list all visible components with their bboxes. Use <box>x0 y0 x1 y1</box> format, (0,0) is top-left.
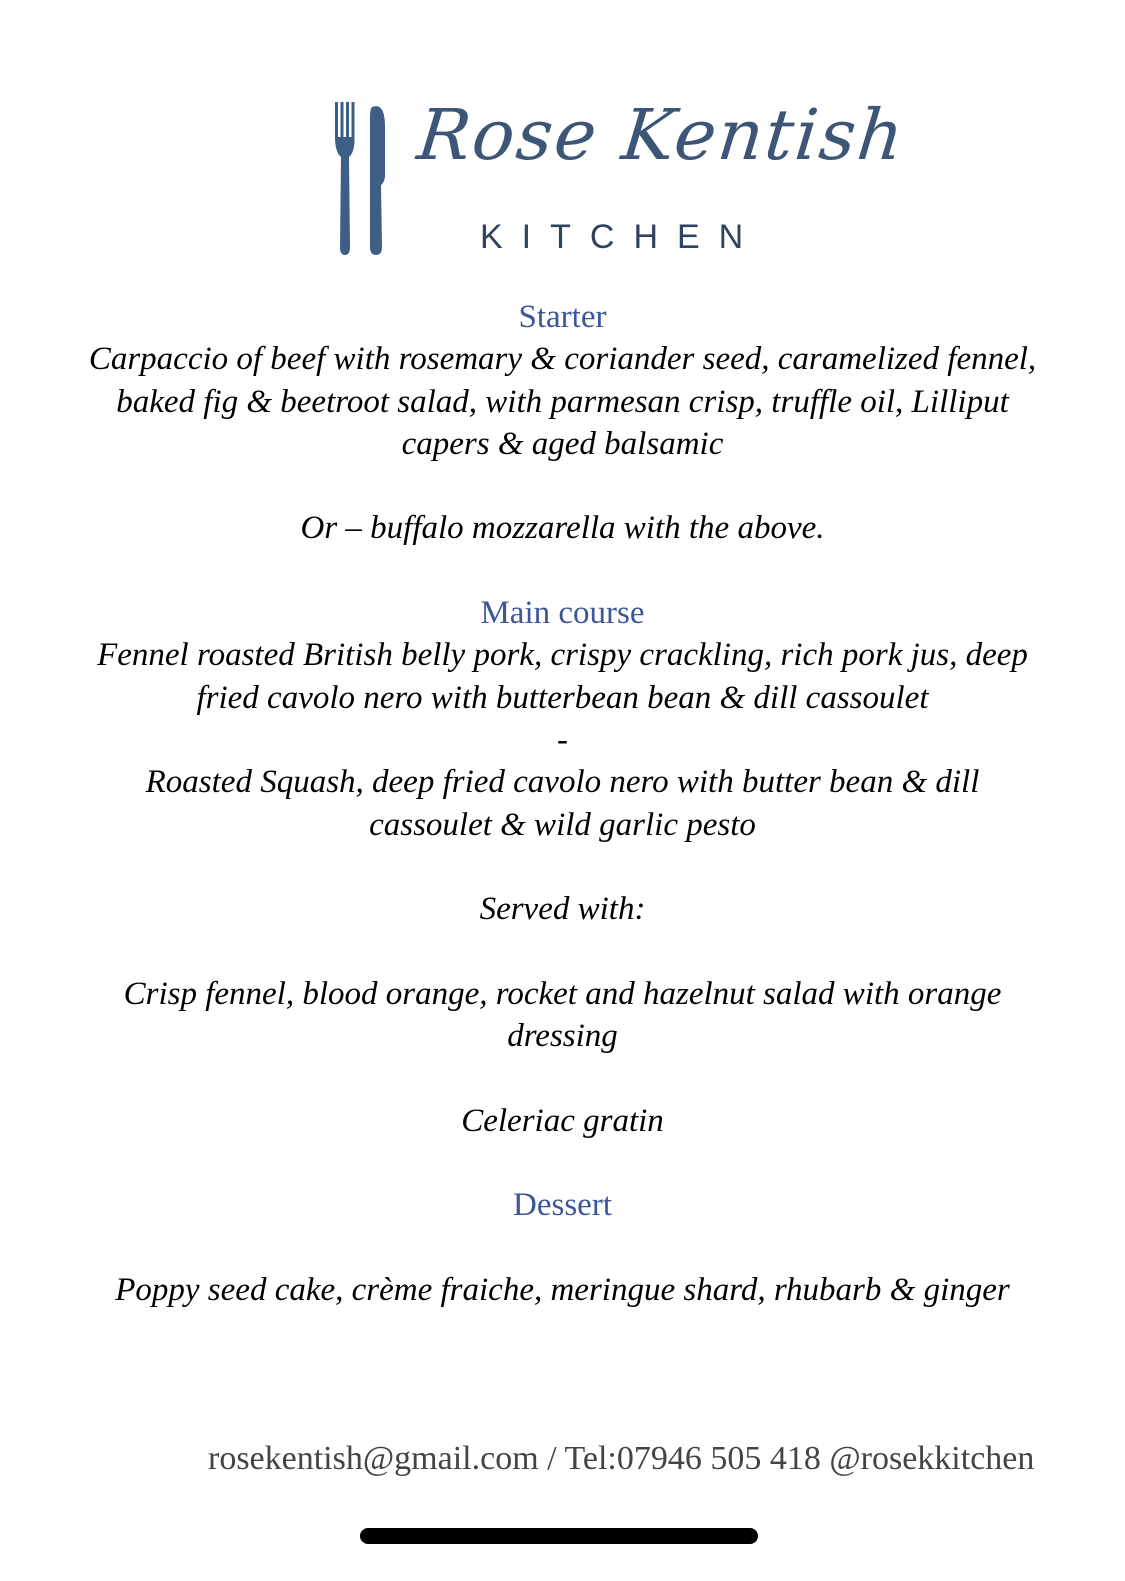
menu-item-line: Carpaccio of beef with rosemary & coriander seed, caramelized fennel, <box>88 341 1037 378</box>
logo-subtitle: KITCHEN <box>480 218 763 256</box>
spacer <box>0 1057 1125 1099</box>
menu-item-line: fried cavolo nero with butterbean bean & dill cassoulet <box>196 679 929 716</box>
section-heading-starter: Starter <box>518 299 607 335</box>
spacer <box>0 550 1125 592</box>
menu-item-line: cassoulet & wild garlic pesto <box>369 806 756 843</box>
separator-dash: - <box>557 721 568 758</box>
menu-item-line: Celeriac gratin <box>461 1102 664 1139</box>
logo-script-text: Rose Kentish <box>413 94 910 176</box>
menu-item-line: Crisp fennel, blood orange, rocket and hazelnut salad with orange <box>123 975 1002 1012</box>
home-indicator[interactable] <box>360 1528 758 1544</box>
section-heading-dessert: Dessert <box>513 1187 612 1224</box>
menu-item-line: Or – buffalo mozzarella with the above. <box>300 510 825 547</box>
section-heading-main: Main course <box>480 595 645 632</box>
menu-content <box>0 296 1125 1311</box>
menu-item-line: dressing <box>507 1018 618 1055</box>
served-with-label: Served with: <box>479 891 646 928</box>
spacer <box>0 1142 1125 1184</box>
spacer <box>0 465 1125 507</box>
spacer <box>0 1227 1125 1269</box>
menu-item-line: capers & aged balsamic <box>401 425 724 462</box>
spacer <box>0 846 1125 888</box>
menu-item-line: baked fig & beetroot salad, with parmesan crisp, truffle oil, Lilliput <box>116 383 1009 420</box>
menu-item-line: Roasted Squash, deep fried cavolo nero with butter bean & dill <box>145 764 980 801</box>
brand-logo <box>330 92 910 262</box>
menu-item-line: Poppy seed cake, crème fraiche, meringue shard, rhubarb & ginger <box>115 1271 1010 1308</box>
contact-footer: rosekentish@gmail.com / Tel:07946 505 418 @rosekkitchen <box>208 1440 1035 1477</box>
fork-knife-icon <box>330 97 390 262</box>
menu-item-line: Fennel roasted British belly pork, crispy crackling, rich pork jus, deep <box>97 637 1028 674</box>
spacer <box>0 930 1125 972</box>
